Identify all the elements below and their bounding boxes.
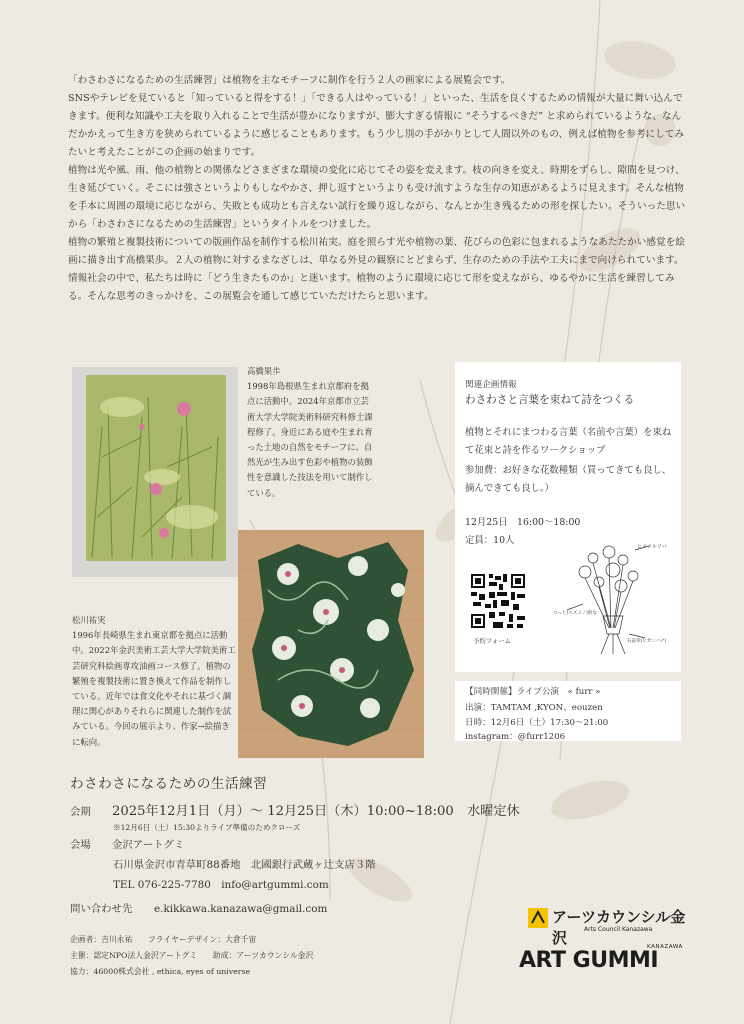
venue-name: 金沢アートグミ xyxy=(112,839,185,851)
arts-council-mark-icon xyxy=(528,908,548,928)
doodle-note: つっと(スズメノ)的な xyxy=(553,611,597,616)
live-line[interactable]: instagram：@furr1206 xyxy=(465,732,566,742)
bouquet-doodle xyxy=(553,538,671,656)
intro-paragraph: 情報社会の中で、私たちは時に「どう生きたものか」と迷います。植物のように環境に応じて形を変えながら、ゆるやかに生活を練習してみる。そんな思考のきっかけを、この展覧会を通して感じていただけたらと思います。 xyxy=(68,273,675,302)
live-details xyxy=(465,701,608,745)
artist-name: 松川祐実 xyxy=(72,615,106,625)
artgummi-kanazawa: KANAZAWA xyxy=(647,944,683,950)
credits-line: 協力：46000株式会社 , ethica, eyes of universe xyxy=(70,967,251,976)
qr-label: 予約フォーム xyxy=(473,637,512,645)
live-title: 【同時開催】ライブ公演 « furr » xyxy=(465,687,601,697)
credits-line: 企画者：吉川永祐 フライヤーデザイン：大倉千宙 xyxy=(70,935,257,944)
venue-label: 会場 xyxy=(70,839,91,851)
venue-contact[interactable]: TEL 076-225-7780 info@artgummi.com xyxy=(113,879,329,891)
related-date: 12月25日 16:00～18:00 xyxy=(465,517,581,528)
inquiry-label: 問い合わせ先 xyxy=(70,903,133,915)
live-event-box xyxy=(455,681,681,741)
intro-paragraph: 植物の繁殖と複製技術についての版画作品を制作する松川祐実。庭を照らす光や植物の葉、花びらの色彩に包まれるようなあたたかい感覚を絵画に描き出す高橋果歩。２人の植物に対するまなざしは、単なる外見の観察にとどまらず、生存のための手法や工夫にまで向けられています。 xyxy=(68,237,686,266)
intro-text xyxy=(68,72,688,306)
arts-council-name: アーツカウンシル金沢 xyxy=(552,908,686,947)
artwork-cut-print xyxy=(238,530,424,758)
artgummi-wordmark: ART GUMMI xyxy=(519,948,659,973)
venue-row xyxy=(70,836,184,851)
artwork-garden-painting xyxy=(72,367,238,577)
related-event-box xyxy=(455,362,681,672)
period-label: 会期 xyxy=(70,806,91,818)
venue-address: 石川県金沢市青草町88番地 北國銀行武蔵ヶ辻支店３階 xyxy=(113,859,376,871)
inquiry-email[interactable]: e.kikkawa.kanazawa@gmail.com xyxy=(154,903,328,915)
period-row xyxy=(70,800,520,819)
doodle-note: 石蒜草(ヒガンバナ) xyxy=(627,639,667,644)
related-label: 関連企画情報 xyxy=(465,380,517,390)
related-fee: 参加費：お好きな花数種類（買ってきても良し、摘んできても良し。） xyxy=(465,465,672,494)
live-line: 出演：TAMTAM ,KYON、eouzen xyxy=(465,703,603,713)
credits-line: 主催：認定NPO法人金沢アートグミ 助成：アーツカウンシル金沢 xyxy=(70,951,314,960)
artist-bio: 1998年島根県生まれ京都府を拠点に活動中。2024年京都市立芸術大学大学院美術科研究科修士課程修了。身近にある庭や生まれ育った土地の自然をモチーフに、自然光が生み出す色彩や植物の装飾性を意識した技法を用いて制作している。 xyxy=(247,381,373,498)
live-line: 日時：12月6日（土）17:30～21:00 xyxy=(465,717,609,728)
period-note: ※12月6日（土）15:30よりライブ準備のためクローズ xyxy=(113,823,301,832)
artgummi-logo xyxy=(519,944,689,974)
inquiry-row xyxy=(70,900,327,915)
intro-paragraph: 「わさわさになるための生活練習」は植物を主なモチーフに制作を行う２人の画家による展覧会です。 xyxy=(68,75,511,86)
arts-council-logo xyxy=(528,906,698,947)
intro-paragraph: SNSやテレビを見ていると「知っていると得をする！」「できる人はやっている！」といった、生活を良くするための情報が大量に舞い込んできます。便利な知識や工夫を取り入れることで生活が豊かになりますが、膨大すぎる情報に “そうするべきだ” と求められているような、なんだかかえって生き方を狭められているように感じることもあります。もう少し別の手がかりとして人間以外のもの、例えば植物を参考にしてみたいと考えたことがこの企画の始まりです。 xyxy=(68,93,685,158)
period-value: 2025年12月1日（月）～ 12月25日（木）10:00~18:00 水曜定休 xyxy=(112,804,520,819)
related-title: わさわさと言葉を束ねて詩をつくる xyxy=(465,394,635,406)
related-capacity: 定員：10人 xyxy=(465,535,515,546)
artist-takahashi xyxy=(247,364,377,501)
qr-code-icon[interactable] xyxy=(469,572,527,630)
exhibition-title: わさわさになるための生活練習 xyxy=(70,776,268,792)
related-description: 植物とそれにまつわる言葉（名前や言葉）を束ねて花束と詩を作るワークショップ xyxy=(465,427,672,456)
artist-name: 高橋果歩 xyxy=(247,366,281,376)
intro-paragraph: 植物は光や風、雨、他の植物との関係などさまざまな環境の変化に応じてその姿を変えます。枝の向きを変え、時期をずらし、隙間を見つけ、生き延びていく。そこには強さというよりもしなやかさ、押し返すというよりも受け流すような生存の知恵があるように見えます。そんな植物を手本に周囲の環境に応じながら、失敗とも成功とも言えない試行を繰り返しながら、なんとか生き残るための形を探したい。そういった思いから「わさわさになるための生活練習」というタイトルをつけました。 xyxy=(68,165,686,230)
arts-council-name-en: Arts Council Kanazawa xyxy=(584,926,653,933)
artist-matsukawa xyxy=(72,613,237,750)
doodle-note: ヒメツルソバ xyxy=(637,544,667,550)
artist-bio: 1996年長崎県生まれ東京都を拠点に活動中。2022年金沢美術工芸大学大学院美術工芸研究科絵画専攻油画コース修了。植物の繁殖を複製技術に置き換えて作品を制作している。近年では食文化やそれに基づく調理に関心がありそれらに関連した制作を試みている。今回の展示より、作家→絵描きに転向。 xyxy=(72,630,236,747)
